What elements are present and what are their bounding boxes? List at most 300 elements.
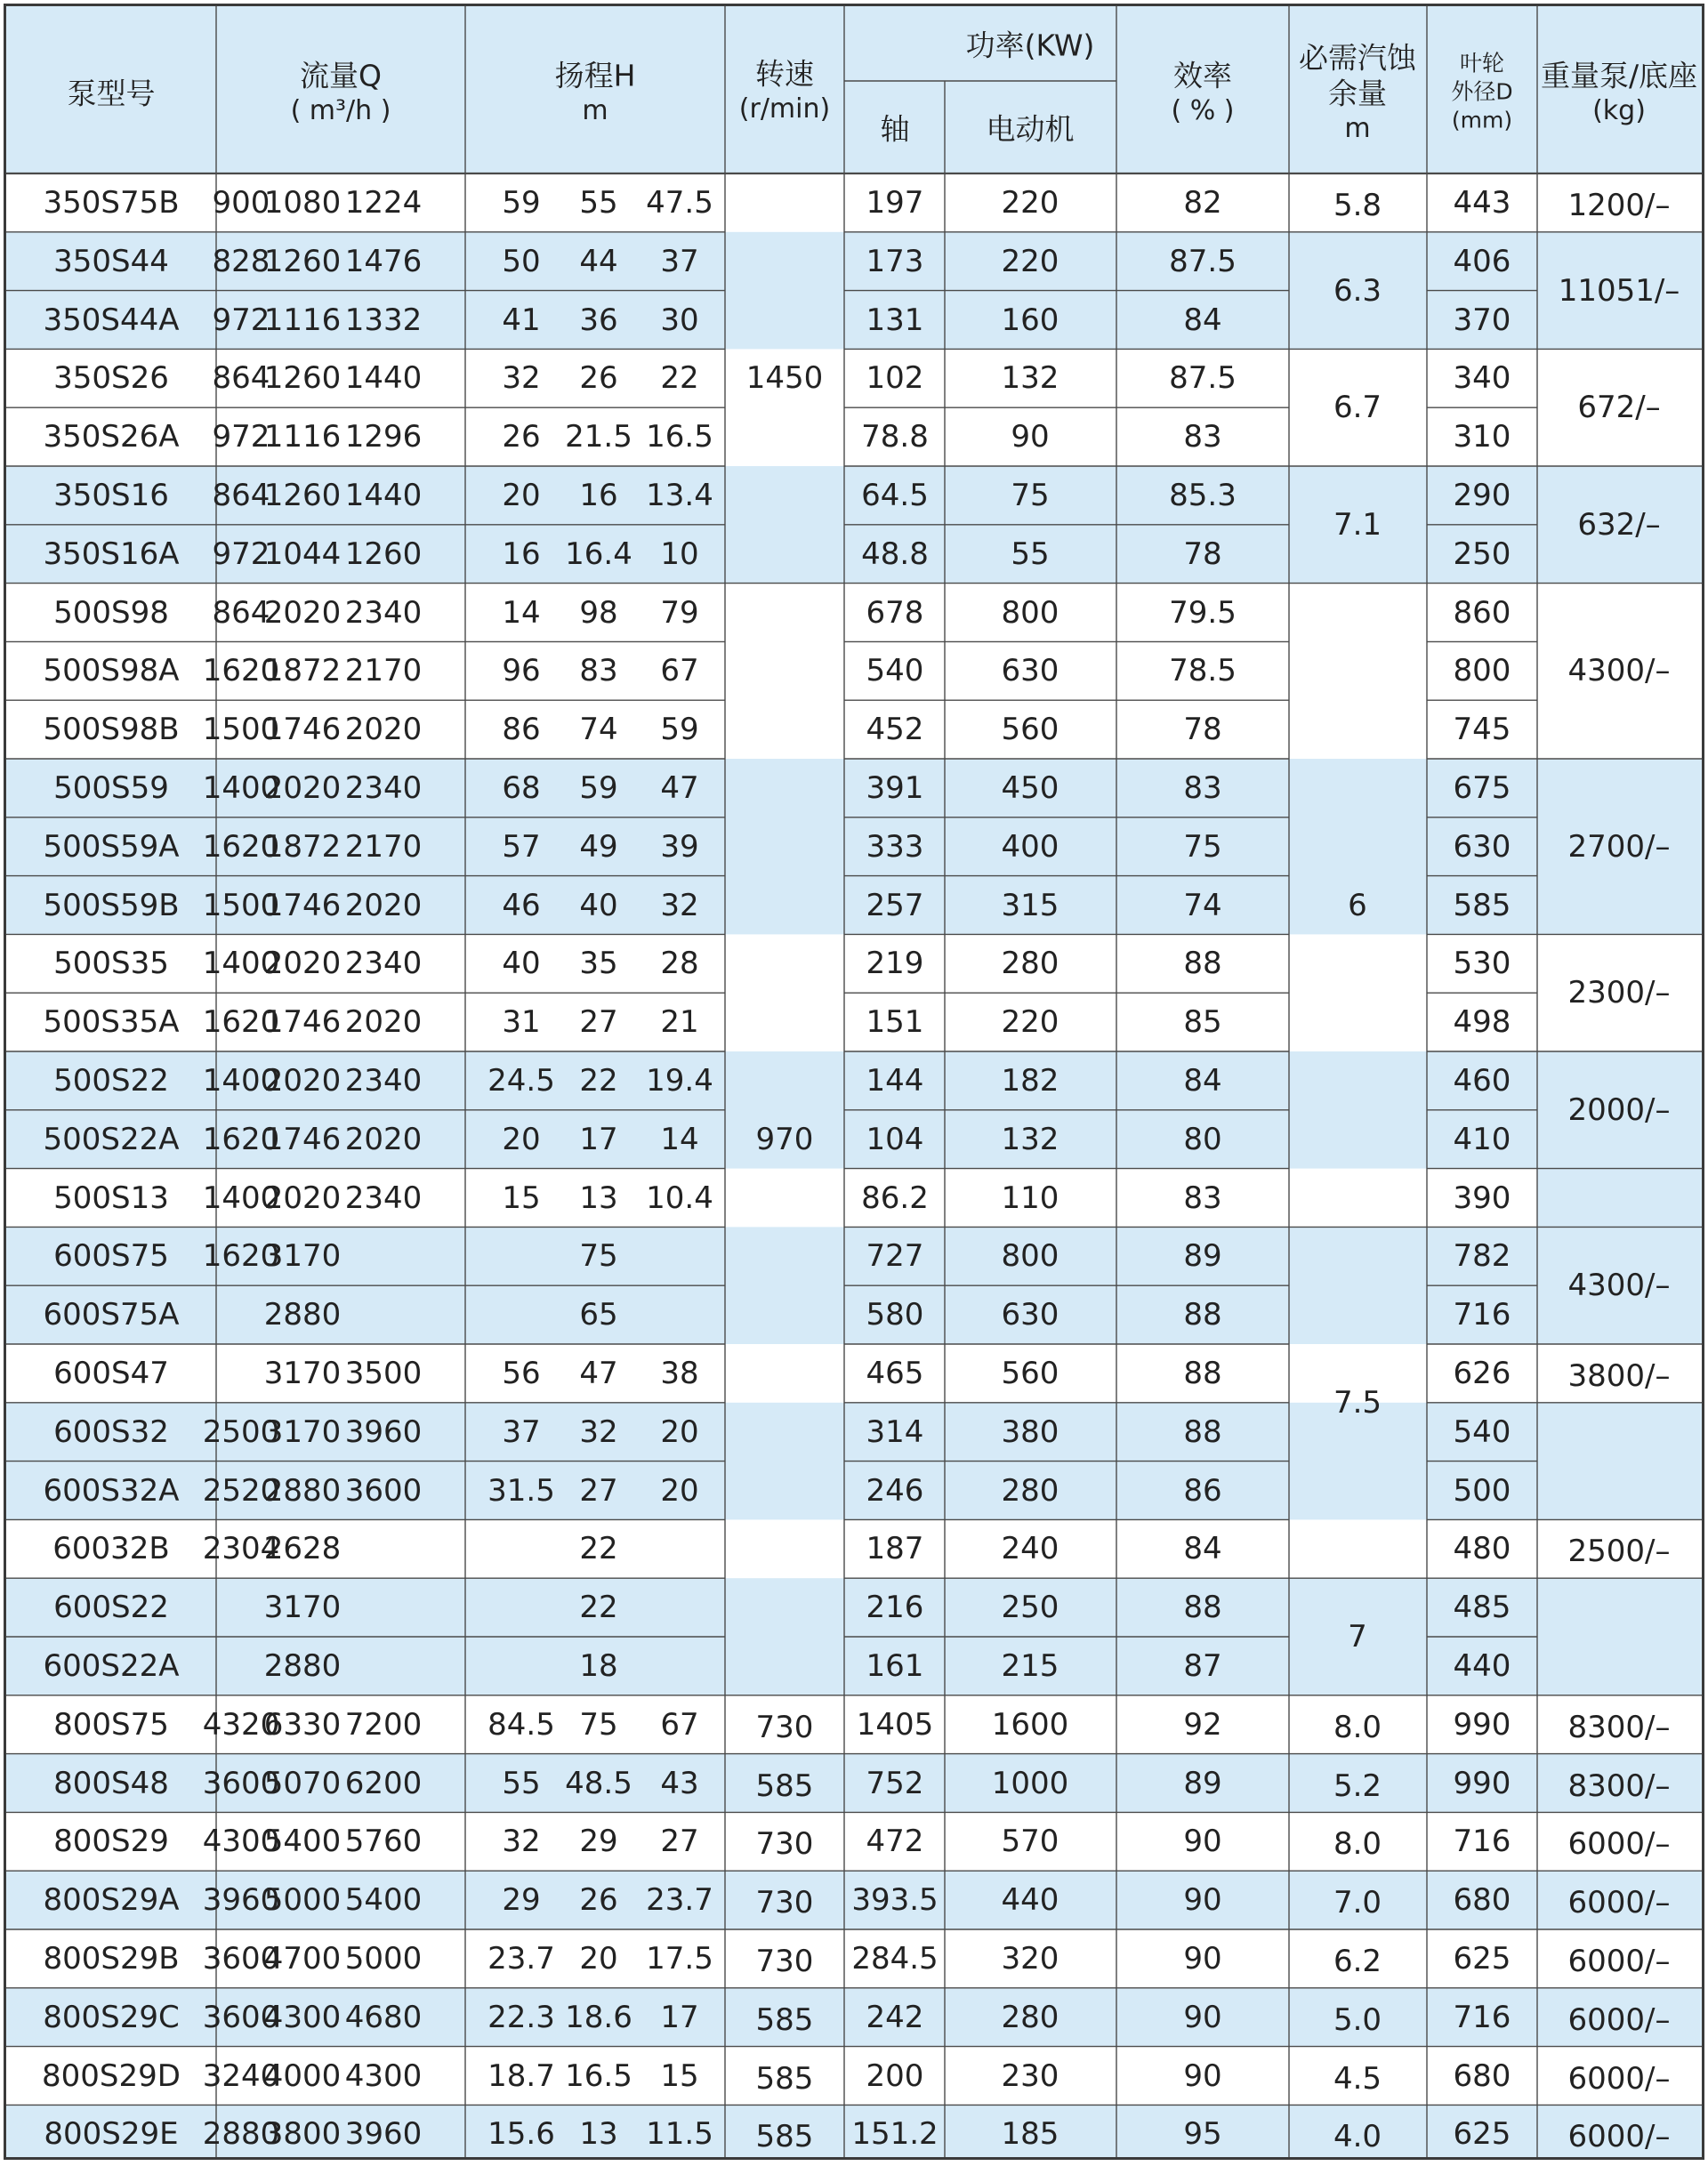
head-value: 13: [579, 1180, 618, 1216]
head-value: 20: [579, 1940, 618, 1977]
head-value: 47: [579, 1355, 618, 1391]
head-value: 30: [660, 302, 699, 338]
flow-value: 4700: [263, 1940, 342, 1977]
efficiency-cell: 85.3: [1169, 477, 1237, 513]
impeller-diameter-cell: 716: [1453, 1297, 1511, 1333]
npsh-shade: [1289, 1227, 1427, 1344]
speed-shade: [725, 1578, 844, 1695]
shaft-power-cell: 197: [866, 184, 924, 221]
flow-value: 4000: [263, 2057, 342, 2094]
shaft-power-cell: 314: [866, 1413, 924, 1450]
head-value: 23.7: [487, 1940, 555, 1977]
model-cell: 500S98: [53, 594, 169, 631]
speed-cell: 585: [755, 2119, 814, 2155]
shaft-power-cell: 472: [866, 1824, 924, 1860]
head-value: 18.7: [487, 2057, 555, 2094]
speed-shade: [725, 1403, 844, 1520]
motor-power-cell: 132: [1001, 1121, 1059, 1157]
flow-value: 3600: [202, 1940, 280, 1977]
model-cell: 350S16A: [43, 535, 180, 572]
head-value: 23.7: [646, 1882, 713, 1919]
flow-value: 1260: [263, 360, 342, 397]
shaft-power-cell: 144: [866, 1062, 924, 1099]
impeller-diameter-cell: 626: [1453, 1355, 1511, 1391]
impeller-diameter-cell: 680: [1453, 1882, 1511, 1919]
head-value: 24.5: [487, 1062, 555, 1099]
model-cell: 350S44A: [43, 302, 180, 338]
flow-value: 4300: [263, 1999, 342, 2035]
head-value: 21.5: [565, 419, 632, 455]
shaft-power-cell: 161: [866, 1647, 924, 1684]
weight-cell: 11051/–: [1558, 272, 1680, 309]
head-value: 46: [502, 887, 541, 923]
header-efficiency: 效率: [1173, 58, 1232, 93]
efficiency-cell: 83: [1183, 1180, 1222, 1216]
efficiency-cell: 78: [1183, 535, 1222, 572]
head-value: 86: [502, 712, 541, 748]
flow-value: 3240: [202, 2057, 280, 2094]
flow-value: 2520: [202, 1472, 280, 1509]
head-value: 48.5: [565, 1765, 632, 1801]
motor-power-cell: 800: [1001, 594, 1059, 631]
flow-value: 3600: [344, 1472, 423, 1509]
impeller-diameter-cell: 990: [1453, 1706, 1511, 1743]
npsh-cell: 8.0: [1333, 1826, 1382, 1863]
flow-value: 4300: [202, 1824, 280, 1860]
motor-power-cell: 220: [1001, 184, 1059, 221]
model-cell: 800S29B: [43, 1940, 180, 1977]
model-cell: 600S32A: [43, 1472, 180, 1509]
shaft-power-cell: 727: [866, 1238, 924, 1275]
head-value: 22: [579, 1062, 618, 1099]
efficiency-cell: 90: [1183, 2057, 1222, 2094]
weight-cell: 3800/–: [1567, 1357, 1671, 1394]
shaft-power-cell: 752: [866, 1765, 924, 1801]
flow-value: 1746: [263, 1004, 342, 1041]
head-value: 65: [579, 1297, 618, 1333]
head-value: 22: [579, 1531, 618, 1567]
head-value: 47.5: [646, 184, 713, 221]
motor-power-cell: 185: [1001, 2116, 1059, 2153]
impeller-diameter-cell: 782: [1453, 1238, 1511, 1275]
efficiency-cell: 84: [1183, 302, 1222, 338]
motor-power-cell: 450: [1001, 769, 1059, 806]
flow-value: 3500: [344, 1355, 423, 1391]
flow-value: 1080: [263, 184, 342, 221]
npsh-cell: 5.8: [1333, 187, 1382, 223]
flow-value: 1620: [202, 1004, 280, 1041]
head-value: 16: [579, 477, 618, 513]
impeller-diameter-cell: 410: [1453, 1121, 1511, 1157]
model-cell: 60032B: [52, 1531, 170, 1567]
npsh-shade: [1289, 1051, 1427, 1169]
speed-cell: 730: [755, 1885, 814, 1921]
header-npsh-unit: m: [1344, 113, 1371, 144]
flow-value: 1620: [202, 828, 280, 865]
motor-power-cell: 215: [1001, 1647, 1059, 1684]
head-value: 40: [579, 887, 618, 923]
speed-shade: [725, 759, 844, 934]
head-value: 32: [502, 360, 541, 397]
head-value: 14: [660, 1121, 699, 1157]
head-value: 49: [579, 828, 618, 865]
shaft-power-cell: 151: [866, 1004, 924, 1041]
model-cell: 600S22: [53, 1590, 169, 1626]
efficiency-cell: 90: [1183, 1882, 1222, 1919]
speed-cell: 730: [755, 1943, 814, 1979]
weight-cell: 6000/–: [1567, 1826, 1671, 1863]
header-weight-unit: (kg): [1592, 95, 1646, 126]
head-value: 43: [660, 1765, 699, 1801]
model-cell: 500S22A: [43, 1121, 180, 1157]
head-value: 31.5: [487, 1472, 555, 1509]
model-cell: 800S29A: [43, 1882, 180, 1919]
npsh-cell: 6.7: [1333, 390, 1382, 426]
flow-value: 5000: [344, 1940, 423, 1977]
model-cell: 600S47: [53, 1355, 169, 1391]
merged-cell-shade: [1537, 1578, 1702, 1695]
shaft-power-cell: 173: [866, 243, 924, 279]
efficiency-cell: 88: [1183, 946, 1222, 982]
motor-power-cell: 182: [1001, 1062, 1059, 1099]
shaft-power-cell: 540: [866, 653, 924, 689]
efficiency-cell: 80: [1183, 1121, 1222, 1157]
shaft-power-cell: 393.5: [851, 1882, 939, 1919]
model-cell: 500S98A: [43, 653, 180, 689]
flow-value: 6200: [344, 1765, 423, 1801]
flow-value: 6330: [263, 1706, 342, 1743]
efficiency-cell: 88: [1183, 1590, 1222, 1626]
head-value: 21: [660, 1004, 699, 1041]
npsh-cell: 7: [1348, 1619, 1367, 1655]
shaft-power-cell: 187: [866, 1531, 924, 1567]
head-value: 35: [579, 946, 618, 982]
flow-value: 1044: [263, 535, 342, 572]
impeller-diameter-cell: 440: [1453, 1647, 1511, 1684]
head-value: 16.4: [565, 535, 632, 572]
flow-value: 2880: [263, 1472, 342, 1509]
efficiency-cell: 92: [1183, 1706, 1222, 1743]
motor-power-cell: 400: [1001, 828, 1059, 865]
head-value: 39: [660, 828, 699, 865]
motor-power-cell: 280: [1001, 1472, 1059, 1509]
impeller-diameter-cell: 625: [1453, 1940, 1511, 1977]
impeller-diameter-cell: 860: [1453, 594, 1511, 631]
header-impeller-diameter: 外径D: [1451, 78, 1513, 105]
model-cell: 500S35A: [43, 1004, 180, 1041]
impeller-diameter-cell: 530: [1453, 946, 1511, 982]
flow-value: 3170: [263, 1238, 342, 1275]
head-value: 59: [660, 712, 699, 748]
head-value: 79: [660, 594, 699, 631]
flow-value: 864: [212, 594, 270, 631]
weight-cell: 6000/–: [1567, 2060, 1671, 2097]
motor-power-cell: 800: [1001, 1238, 1059, 1275]
head-value: 17: [660, 1999, 699, 2035]
npsh-cell: 7.5: [1333, 1384, 1382, 1421]
flow-value: 3800: [263, 2116, 342, 2153]
head-value: 22.3: [487, 1999, 555, 2035]
weight-cell: 1200/–: [1567, 187, 1671, 223]
flow-value: 1872: [263, 828, 342, 865]
impeller-diameter-cell: 310: [1453, 419, 1511, 455]
model-cell: 800S48: [53, 1765, 169, 1801]
head-value: 44: [579, 243, 618, 279]
shaft-power-cell: 678: [866, 594, 924, 631]
shaft-power-cell: 102: [866, 360, 924, 397]
efficiency-cell: 88: [1183, 1297, 1222, 1333]
shaft-power-cell: 452: [866, 712, 924, 748]
flow-value: 2020: [263, 1062, 342, 1099]
model-cell: 600S75A: [43, 1297, 180, 1333]
model-cell: 350S26: [53, 360, 169, 397]
npsh-cell: 4.5: [1333, 2060, 1382, 2097]
head-value: 29: [579, 1824, 618, 1860]
header-speed-unit: (r/min): [738, 93, 831, 125]
header-head: 扬程H: [554, 58, 636, 93]
flow-value: 1332: [344, 302, 423, 338]
motor-power-cell: 440: [1001, 1882, 1059, 1919]
head-value: 68: [502, 769, 541, 806]
motor-power-cell: 560: [1001, 712, 1059, 748]
model-cell: 350S16: [53, 477, 169, 513]
header-model: 泵型号: [67, 76, 156, 111]
head-value: 67: [660, 653, 699, 689]
npsh-cell: 6.3: [1333, 272, 1382, 309]
head-value: 14: [502, 594, 541, 631]
model-cell: 350S44: [53, 243, 169, 279]
motor-power-cell: 90: [1011, 419, 1050, 455]
npsh-cell: 7.1: [1333, 506, 1382, 543]
shaft-power-cell: 48.8: [861, 535, 929, 572]
flow-value: 2020: [263, 594, 342, 631]
head-value: 84.5: [487, 1706, 555, 1743]
model-cell: 500S59B: [43, 887, 180, 923]
flow-value: 1260: [263, 477, 342, 513]
head-value: 32: [660, 887, 699, 923]
speed-cell: 585: [755, 2001, 814, 2038]
shaft-power-cell: 1405: [856, 1706, 934, 1743]
header-head-unit: m: [582, 95, 608, 126]
flow-value: 1260: [263, 243, 342, 279]
weight-cell: 2000/–: [1567, 1091, 1671, 1128]
head-value: 36: [579, 302, 618, 338]
impeller-diameter-cell: 485: [1453, 1590, 1511, 1626]
shaft-power-cell: 465: [866, 1355, 924, 1391]
model-cell: 600S75: [53, 1238, 169, 1275]
flow-value: 2020: [263, 1180, 342, 1216]
flow-value: 972: [212, 535, 270, 572]
flow-value: 2340: [344, 769, 423, 806]
efficiency-cell: 82: [1183, 184, 1222, 221]
header-npsh: 必需汽蚀: [1299, 40, 1416, 76]
flow-value: 828: [212, 243, 270, 279]
speed-cell: 970: [755, 1121, 814, 1157]
flow-value: 4680: [344, 1999, 423, 2035]
flow-value: 3600: [202, 1765, 280, 1801]
model-cell: 800S75: [53, 1706, 169, 1743]
flow-value: 864: [212, 477, 270, 513]
motor-power-cell: 280: [1001, 946, 1059, 982]
head-value: 17.5: [646, 1940, 713, 1977]
impeller-diameter-cell: 585: [1453, 887, 1511, 923]
flow-value: 5070: [263, 1765, 342, 1801]
model-cell: 350S26A: [43, 419, 180, 455]
impeller-diameter-cell: 800: [1453, 653, 1511, 689]
shaft-power-cell: 131: [866, 302, 924, 338]
head-value: 56: [502, 1355, 541, 1391]
motor-power-cell: 630: [1001, 653, 1059, 689]
motor-power-cell: 132: [1001, 360, 1059, 397]
flow-value: 2020: [263, 769, 342, 806]
weight-cell: 2500/–: [1567, 1534, 1671, 1570]
head-value: 18.6: [565, 1999, 632, 2035]
flow-value: 1440: [344, 360, 423, 397]
head-value: 16.5: [646, 419, 713, 455]
impeller-diameter-cell: 340: [1453, 360, 1511, 397]
impeller-diameter-cell: 406: [1453, 243, 1511, 279]
flow-value: 1746: [263, 887, 342, 923]
speed-cell: 730: [755, 1826, 814, 1863]
flow-value: 1260: [344, 535, 423, 572]
shaft-power-cell: 86.2: [861, 1180, 929, 1216]
flow-value: 864: [212, 360, 270, 397]
weight-cell: 8300/–: [1567, 1709, 1671, 1745]
flow-value: 3170: [263, 1590, 342, 1626]
head-value: 20: [502, 477, 541, 513]
impeller-diameter-cell: 745: [1453, 712, 1511, 748]
merged-cell-shade: [1537, 1403, 1702, 1520]
shaft-power-cell: 580: [866, 1297, 924, 1333]
head-value: 47: [660, 769, 699, 806]
head-value: 13.4: [646, 477, 713, 513]
impeller-diameter-cell: 480: [1453, 1531, 1511, 1567]
header-impeller-unit: (mm): [1451, 107, 1513, 133]
weight-cell: 6000/–: [1567, 2119, 1671, 2155]
flow-value: 5400: [344, 1882, 423, 1919]
flow-value: 1116: [263, 302, 342, 338]
flow-value: 2304: [202, 1531, 280, 1567]
weight-cell: 6000/–: [1567, 2001, 1671, 2038]
speed-cell: 585: [755, 2060, 814, 2097]
model-cell: 500S59A: [43, 828, 180, 865]
flow-value: 2170: [344, 653, 423, 689]
flow-value: 2020: [344, 1121, 423, 1157]
efficiency-cell: 95: [1183, 2116, 1222, 2153]
efficiency-cell: 90: [1183, 1999, 1222, 2035]
speed-cell: 585: [755, 1767, 814, 1804]
head-value: 15.6: [487, 2116, 555, 2153]
head-value: 98: [579, 594, 618, 631]
efficiency-cell: 83: [1183, 769, 1222, 806]
flow-value: 1746: [263, 712, 342, 748]
npsh-cell: 6.2: [1333, 1943, 1382, 1979]
npsh-cell: 8.0: [1333, 1709, 1382, 1745]
head-value: 10.4: [646, 1180, 713, 1216]
efficiency-cell: 87.5: [1169, 360, 1237, 397]
impeller-diameter-cell: 625: [1453, 2116, 1511, 2153]
flow-value: 2628: [263, 1531, 342, 1567]
efficiency-cell: 86: [1183, 1472, 1222, 1509]
flow-value: 2880: [263, 1297, 342, 1333]
flow-value: 3170: [263, 1355, 342, 1391]
flow-value: 2340: [344, 1062, 423, 1099]
flow-value: 1476: [344, 243, 423, 279]
motor-power-cell: 570: [1001, 1824, 1059, 1860]
head-value: 16: [502, 535, 541, 572]
head-value: 26: [579, 1882, 618, 1919]
shaft-power-cell: 151.2: [851, 2116, 939, 2153]
flow-value: 1440: [344, 477, 423, 513]
weight-cell: 6000/–: [1567, 1885, 1671, 1921]
motor-power-cell: 220: [1001, 243, 1059, 279]
shaft-power-cell: 200: [866, 2057, 924, 2094]
model-cell: 600S22A: [43, 1647, 180, 1684]
head-value: 15: [660, 2057, 699, 2094]
weight-cell: 672/–: [1577, 390, 1661, 426]
pump-spec-table: [4, 4, 1704, 2160]
head-value: 28: [660, 946, 699, 982]
head-value: 96: [502, 653, 541, 689]
shaft-power-cell: 242: [866, 1999, 924, 2035]
model-cell: 600S32: [53, 1413, 169, 1450]
head-value: 83: [579, 653, 618, 689]
flow-value: 1224: [344, 184, 423, 221]
head-value: 67: [660, 1706, 699, 1743]
impeller-diameter-cell: 675: [1453, 769, 1511, 806]
flow-value: 2500: [202, 1413, 280, 1450]
head-value: 18: [579, 1647, 618, 1684]
shaft-power-cell: 391: [866, 769, 924, 806]
flow-value: 1746: [263, 1121, 342, 1157]
weight-cell: 6000/–: [1567, 1943, 1671, 1979]
head-value: 75: [579, 1706, 618, 1743]
head-value: 57: [502, 828, 541, 865]
flow-value: 2020: [344, 1004, 423, 1041]
flow-value: 1296: [344, 419, 423, 455]
head-value: 11.5: [646, 2116, 713, 2153]
head-value: 17: [579, 1121, 618, 1157]
flow-value: 2340: [344, 1180, 423, 1216]
motor-power-cell: 280: [1001, 1999, 1059, 2035]
head-value: 20: [660, 1413, 699, 1450]
motor-power-cell: 240: [1001, 1531, 1059, 1567]
model-cell: 500S13: [53, 1180, 169, 1216]
head-value: 20: [660, 1472, 699, 1509]
head-value: 22: [660, 360, 699, 397]
head-value: 32: [579, 1413, 618, 1450]
flow-value: 2020: [344, 887, 423, 923]
motor-power-cell: 110: [1001, 1180, 1059, 1216]
efficiency-cell: 88: [1183, 1355, 1222, 1391]
motor-power-cell: 1000: [991, 1765, 1069, 1801]
model-cell: 500S35: [53, 946, 169, 982]
model-cell: 800S29E: [44, 2116, 179, 2153]
efficiency-cell: 89: [1183, 1765, 1222, 1801]
efficiency-cell: 79.5: [1169, 594, 1237, 631]
flow-value: 4300: [344, 2057, 423, 2094]
weight-cell: 632/–: [1577, 506, 1661, 543]
shaft-power-cell: 216: [866, 1590, 924, 1626]
motor-power-cell: 320: [1001, 1940, 1059, 1977]
weight-cell: 2700/–: [1567, 828, 1671, 865]
motor-power-cell: 250: [1001, 1590, 1059, 1626]
impeller-diameter-cell: 716: [1453, 1824, 1511, 1860]
motor-power-cell: 160: [1001, 302, 1059, 338]
efficiency-cell: 89: [1183, 1238, 1222, 1275]
motor-power-cell: 315: [1001, 887, 1059, 923]
shaft-power-cell: 64.5: [861, 477, 929, 513]
